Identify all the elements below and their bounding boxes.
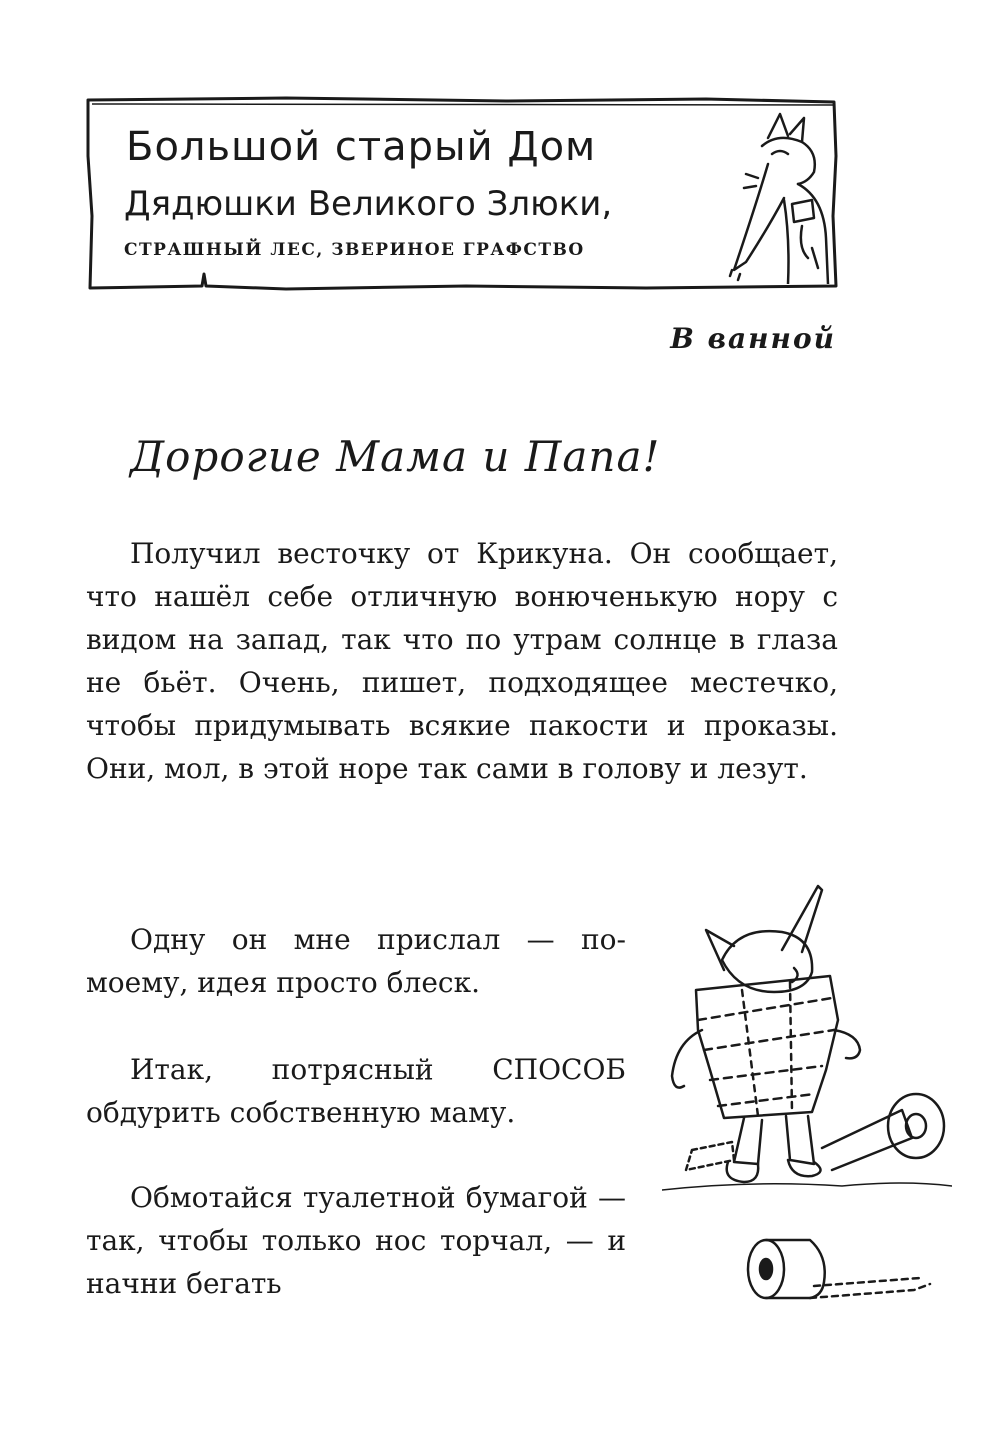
- paragraph: Итак, потрясный СПОСОБ обдурить собственную маму.: [86, 1053, 626, 1129]
- paragraph: Одну он мне прислал — по-моему, идея просто блеск.: [86, 923, 626, 999]
- letterhead-address: СТРАШНЫЙ ЛЕС, ЗВЕРИНОЕ ГРАФСТВО: [124, 240, 585, 260]
- letterhead-subtitle: Дядюшки Великого Злюки,: [124, 184, 613, 224]
- paragraph: Получил весточку от Крикуна. Он сообщает, что нашёл себе отличную вонючeнькую нору с видом на запад, так что по утрам солнце в глаза не бьёт. Очень, пишет, подходящее местечко, чтобы придумывать всякие пакости и проказы. Они, мол, в этой норе так сами в голову и лезут.: [86, 537, 838, 785]
- letter-greeting: Дорогие Мама и Папа!: [130, 432, 661, 481]
- toilet-paper-roll-icon: [744, 1234, 934, 1304]
- mouse-wrapped-in-toilet-paper-icon: [662, 880, 952, 1200]
- letter-location: В ванной: [670, 322, 836, 355]
- paragraph: Обмотайся туалетной бумагой — так, чтобы только нос торчал, — и начни бегать: [86, 1181, 626, 1300]
- letterhead-title: Большой старый Дом: [126, 124, 597, 170]
- letterhead: [86, 96, 838, 294]
- wolf-reading-icon: [728, 108, 832, 284]
